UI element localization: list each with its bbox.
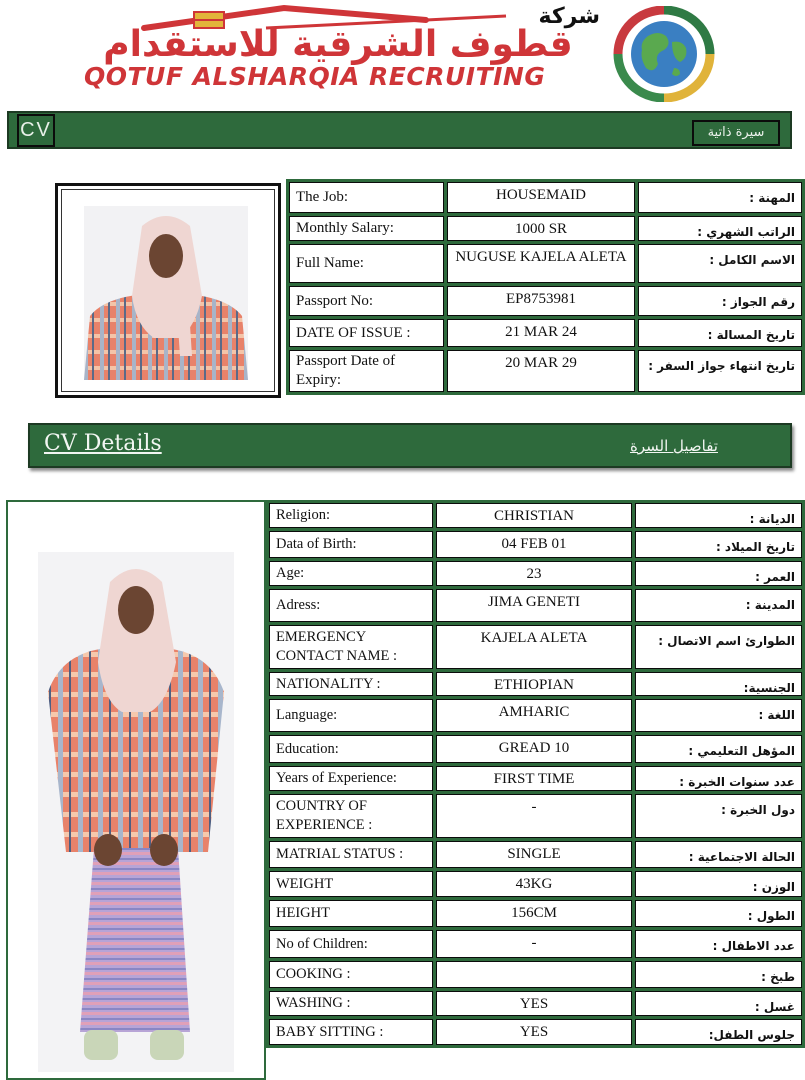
cv-details-bar bbox=[28, 423, 792, 468]
row-label: NATIONALITY : bbox=[269, 672, 433, 696]
row-value: ETHIOPIAN bbox=[436, 672, 632, 696]
cv-label-ar: سيرة ذاتية bbox=[692, 120, 780, 146]
table-row bbox=[289, 182, 802, 213]
row-value: AMHARIC bbox=[436, 699, 632, 732]
table-row bbox=[289, 319, 802, 347]
row-value: 04 FEB 01 bbox=[436, 531, 632, 558]
row-label: Passport No: bbox=[289, 286, 444, 316]
row-value: GREAD 10 bbox=[436, 735, 632, 763]
row-label: Years of Experience: bbox=[269, 766, 433, 791]
table-row bbox=[269, 871, 802, 897]
row-label: Monthly Salary: bbox=[289, 216, 444, 241]
row-label-ar: تاريخ المسالة : bbox=[638, 319, 802, 347]
company-logo bbox=[66, 0, 730, 104]
row-label-ar: جلوس الطفل: bbox=[635, 1019, 802, 1045]
table-row bbox=[269, 991, 802, 1016]
row-value: FIRST TIME bbox=[436, 766, 632, 791]
table-row bbox=[269, 625, 802, 669]
table-row bbox=[269, 699, 802, 732]
globe-icon bbox=[608, 6, 720, 102]
row-value: KAJELA ALETA bbox=[436, 625, 632, 669]
row-value: YES bbox=[436, 1019, 632, 1045]
row-label: Language: bbox=[269, 699, 433, 732]
row-value: 1000 SR bbox=[447, 216, 635, 241]
row-label: WASHING : bbox=[269, 991, 433, 1016]
row-label-ar: الجنسية: bbox=[635, 672, 802, 696]
row-label-ar: تاريخ انتهاء جواز السفر : bbox=[638, 350, 802, 392]
row-label-ar: المهنة : bbox=[638, 182, 802, 213]
row-label: WEIGHT bbox=[269, 871, 433, 897]
row-label-ar: الاسم الكامل : bbox=[638, 244, 802, 283]
full-body-photo bbox=[6, 500, 266, 1080]
row-value: 21 MAR 24 bbox=[447, 319, 635, 347]
company-name-en: QOTUF ALSHARQIA RECRUITING bbox=[84, 62, 546, 91]
table-row bbox=[269, 841, 802, 868]
table-row bbox=[269, 531, 802, 558]
row-label-ar: طبخ : bbox=[635, 961, 802, 988]
row-label: Passport Date of Expiry: bbox=[289, 350, 444, 392]
row-label: No of Children: bbox=[269, 930, 433, 958]
row-value: NUGUSE KAJELA ALETA bbox=[447, 244, 635, 283]
row-label: MATRIAL STATUS : bbox=[269, 841, 433, 868]
row-value: JIMA GENETI bbox=[436, 589, 632, 622]
row-label-ar: الديانة : bbox=[635, 503, 802, 528]
company-label-ar: شركة bbox=[538, 4, 600, 29]
row-label-ar: المؤهل التعليمي : bbox=[635, 735, 802, 763]
table-row bbox=[269, 735, 802, 763]
row-value: - bbox=[436, 794, 632, 838]
row-label-ar: الراتب الشهري : bbox=[638, 216, 802, 241]
table-row bbox=[289, 286, 802, 316]
row-label: Adress: bbox=[269, 589, 433, 622]
row-value bbox=[436, 961, 632, 988]
cv-header-bar bbox=[7, 111, 792, 149]
row-label-ar: عدد الاطفال : bbox=[635, 930, 802, 958]
cv-label: CV bbox=[17, 114, 55, 147]
table-row bbox=[269, 589, 802, 622]
row-value: 156CM bbox=[436, 900, 632, 927]
person-portrait-image bbox=[84, 206, 248, 380]
table-row bbox=[269, 766, 802, 791]
portrait-photo bbox=[55, 183, 281, 398]
row-value: CHRISTIAN bbox=[436, 503, 632, 528]
table-row bbox=[269, 930, 802, 958]
row-label-ar: اللغة : bbox=[635, 699, 802, 732]
person-full-body-image bbox=[38, 552, 234, 1072]
table-row bbox=[269, 900, 802, 927]
row-label-ar: المدينة : bbox=[635, 589, 802, 622]
cv-details-title: CV Details bbox=[44, 431, 162, 456]
cv-details-title-ar: تفاصيل السرة bbox=[630, 437, 718, 455]
row-label: EMERGENCY CONTACT NAME : bbox=[269, 625, 433, 669]
row-value: SINGLE bbox=[436, 841, 632, 868]
row-label: COOKING : bbox=[269, 961, 433, 988]
row-label: Religion: bbox=[269, 503, 433, 528]
row-label-ar: العمر : bbox=[635, 561, 802, 586]
table-row bbox=[289, 350, 802, 392]
row-label: Full Name: bbox=[289, 244, 444, 283]
row-value: HOUSEMAID bbox=[447, 182, 635, 213]
row-label-ar: الحالة الاجتماعية : bbox=[635, 841, 802, 868]
row-value: 23 bbox=[436, 561, 632, 586]
row-label: Education: bbox=[269, 735, 433, 763]
row-label: HEIGHT bbox=[269, 900, 433, 927]
row-label: COUNTRY OF EXPERIENCE : bbox=[269, 794, 433, 838]
table-row bbox=[269, 961, 802, 988]
table-row bbox=[269, 1019, 802, 1045]
row-label-ar: عدد سنوات الخبرة : bbox=[635, 766, 802, 791]
job-info-table bbox=[286, 179, 805, 395]
row-label-ar: الطوارئ اسم الاتصال : bbox=[635, 625, 802, 669]
company-name-ar: قطوف الشرقية للاستقدام bbox=[103, 24, 573, 65]
row-label: Age: bbox=[269, 561, 433, 586]
row-label: The Job: bbox=[289, 182, 444, 213]
row-label-ar: غسل : bbox=[635, 991, 802, 1016]
table-row bbox=[289, 244, 802, 283]
row-label: BABY SITTING : bbox=[269, 1019, 433, 1045]
row-label-ar: الطول : bbox=[635, 900, 802, 927]
row-value: 43KG bbox=[436, 871, 632, 897]
table-row bbox=[289, 216, 802, 241]
table-row bbox=[269, 794, 802, 838]
row-label-ar: رقم الجواز : bbox=[638, 286, 802, 316]
table-row bbox=[269, 672, 802, 696]
row-value: 20 MAR 29 bbox=[447, 350, 635, 392]
row-value: - bbox=[436, 930, 632, 958]
row-label: Data of Birth: bbox=[269, 531, 433, 558]
row-label-ar: الوزن : bbox=[635, 871, 802, 897]
table-row bbox=[269, 561, 802, 586]
row-label-ar: دول الخبرة : bbox=[635, 794, 802, 838]
row-label: DATE OF ISSUE : bbox=[289, 319, 444, 347]
row-value: YES bbox=[436, 991, 632, 1016]
row-label-ar: تاريخ الميلاد : bbox=[635, 531, 802, 558]
row-value: EP8753981 bbox=[447, 286, 635, 316]
cv-details-table bbox=[266, 500, 805, 1048]
table-row bbox=[269, 503, 802, 528]
